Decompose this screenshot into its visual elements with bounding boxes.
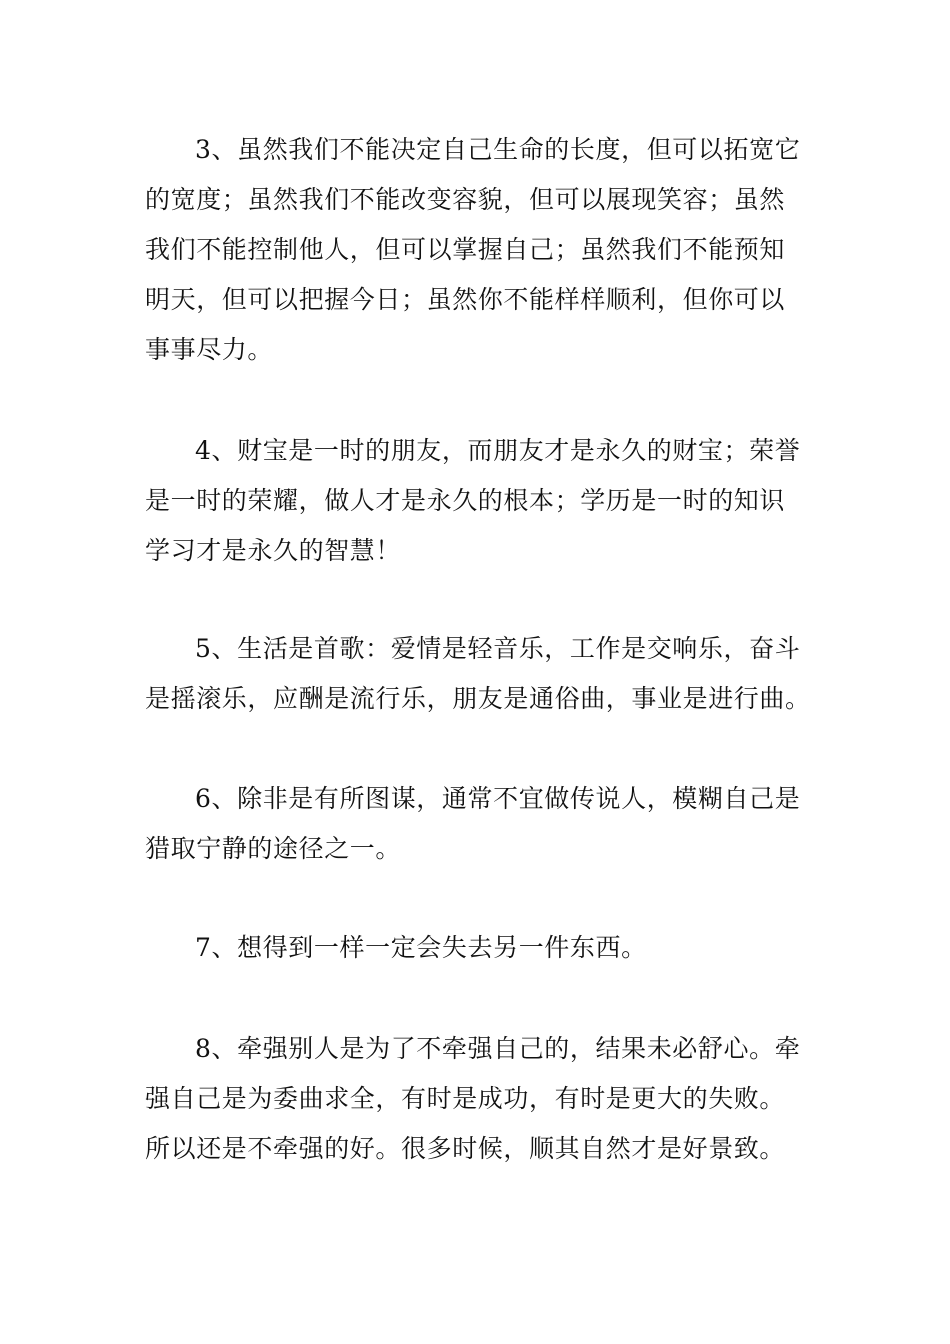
paragraph-line: 5、生活是首歌：爱情是轻音乐，工作是交响乐，奋斗 bbox=[195, 634, 801, 663]
paragraph-line: 我们不能控制他人，但可以掌握自己；虽然我们不能预知 bbox=[145, 235, 786, 264]
paragraph-line: 6、除非是有所图谋，通常不宜做传说人，模糊自己是 bbox=[195, 784, 801, 813]
paragraph-line: 强自己是为委曲求全，有时是成功，有时是更大的失败。 bbox=[145, 1084, 786, 1113]
paragraph-line: 7、想得到一样一定会失去另一件东西。 bbox=[195, 933, 647, 962]
paragraph-line: 学习才是永久的智慧！ bbox=[145, 536, 402, 565]
paragraph-line: 的宽度；虽然我们不能改变容貌，但可以展现笑容；虽然 bbox=[145, 185, 786, 214]
paragraph-line: 是摇滚乐，应酬是流行乐，朋友是通俗曲，事业是进行曲。 bbox=[145, 684, 811, 713]
paragraph-line: 3、虽然我们不能决定自己生命的长度，但可以拓宽它 bbox=[195, 135, 801, 164]
paragraph-line: 猎取宁静的途径之一。 bbox=[145, 834, 402, 863]
paragraph-line: 是一时的荣耀，做人才是永久的根本；学历是一时的知识 bbox=[145, 486, 786, 515]
paragraph-line: 明天，但可以把握今日；虽然你不能样样顺利，但你可以 bbox=[145, 285, 786, 314]
paragraph-line: 8、牵强别人是为了不牵强自己的，结果未必舒心。牵 bbox=[195, 1034, 801, 1063]
paragraph-line: 4、财宝是一时的朋友，而朋友才是永久的财宝；荣誉 bbox=[195, 436, 801, 465]
paragraph-line: 事事尽力。 bbox=[145, 335, 274, 364]
paragraph-line: 所以还是不牵强的好。很多时候，顺其自然才是好景致。 bbox=[145, 1134, 786, 1163]
